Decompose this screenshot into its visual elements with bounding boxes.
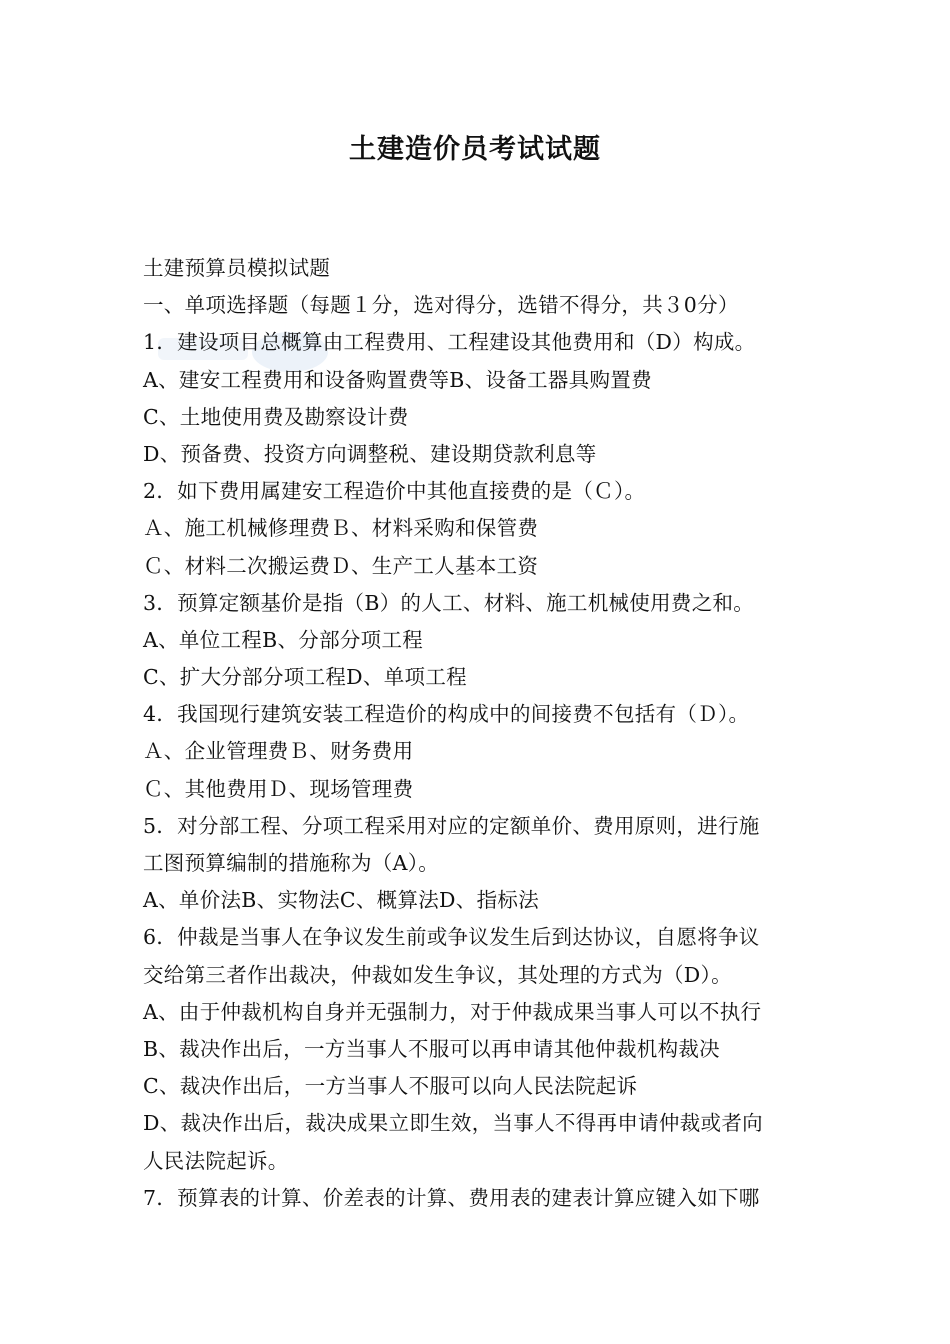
question-6-option-d-line-1: D、裁决作出后，裁决成果立即生效，当事人不得再申请仲裁或者向 (143, 1111, 763, 1136)
question-6-option-d-line-2: 人民法院起诉。 (143, 1148, 289, 1173)
question-4-options-ab: Ａ、企业管理费Ｂ、财务费用 (143, 739, 414, 764)
question-6-line-1: 6．仲裁是当事人在争议发生前或争议发生后到达协议，自愿将争议 (143, 925, 760, 950)
document-body (143, 250, 813, 1217)
question-2-options-ab: Ａ、施工机械修理费Ｂ、材料采购和保管费 (143, 516, 539, 541)
question-5-line-2: 工图预算编制的措施称为（A）。 (143, 851, 440, 875)
question-2: 2．如下费用属建安工程造价中其他直接费的是（Ｃ）。 (143, 479, 646, 504)
question-5-line-1: 5．对分部工程、分项工程采用对应的定额单价、费用原则，进行施 (143, 813, 760, 838)
question-3-options-ab: A、单位工程B、分部分项工程 (143, 627, 424, 652)
question-6-line-2: 交给第三者作出裁决，仲裁如发生争议，其处理的方式为（D）。 (143, 962, 732, 987)
question-4-options-cd: Ｃ、其他费用Ｄ、现场管理费 (143, 776, 414, 801)
section-heading: 土建预算员模拟试题 (143, 256, 331, 280)
question-2-options-cd: Ｃ、材料二次搬运费Ｄ、生产工人基本工资 (143, 553, 539, 578)
question-3-options-cd: C、扩大分部分项工程D、单项工程 (143, 665, 467, 690)
document-title: 土建造价员考试试题 (349, 134, 601, 165)
question-4: 4．我国现行建筑安装工程造价的构成中的间接费不包括有（Ｄ）。 (143, 702, 750, 727)
question-3: 3．预算定额基价是指（B）的人工、材料、施工机械使用费之和。 (143, 590, 755, 615)
question-6-option-c: C、裁决作出后，一方当事人不服可以向人民法院起诉 (143, 1074, 638, 1099)
question-1-options-ab: A、建安工程费用和设备购置费等B、设备工器具购置费 (143, 367, 652, 392)
question-5-options: A、单价法B、实物法C、概算法D、指标法 (143, 888, 539, 913)
question-1: 1．建设项目总概算由工程费用、工程建设其他费用和（D）构成。 (143, 330, 756, 355)
question-1-option-c: C、土地使用费及勘察设计费 (143, 404, 409, 429)
question-6-option-a: A、由于仲裁机构自身并无强制力，对于仲裁成果当事人可以不执行 (143, 999, 762, 1024)
question-1-option-d: D、预备费、投资方向调整税、建设期贷款利息等 (143, 441, 597, 466)
section-instructions: 一、单项选择题（每题１分，选对得分，选错不得分，共３0分） (143, 293, 739, 318)
question-6-option-b: B、裁决作出后，一方当事人不服可以再申请其他仲裁机构裁决 (143, 1036, 720, 1061)
question-7-line-1: 7．预算表的计算、价差表的计算、费用表的建表计算应键入如下哪 (143, 1185, 760, 1210)
